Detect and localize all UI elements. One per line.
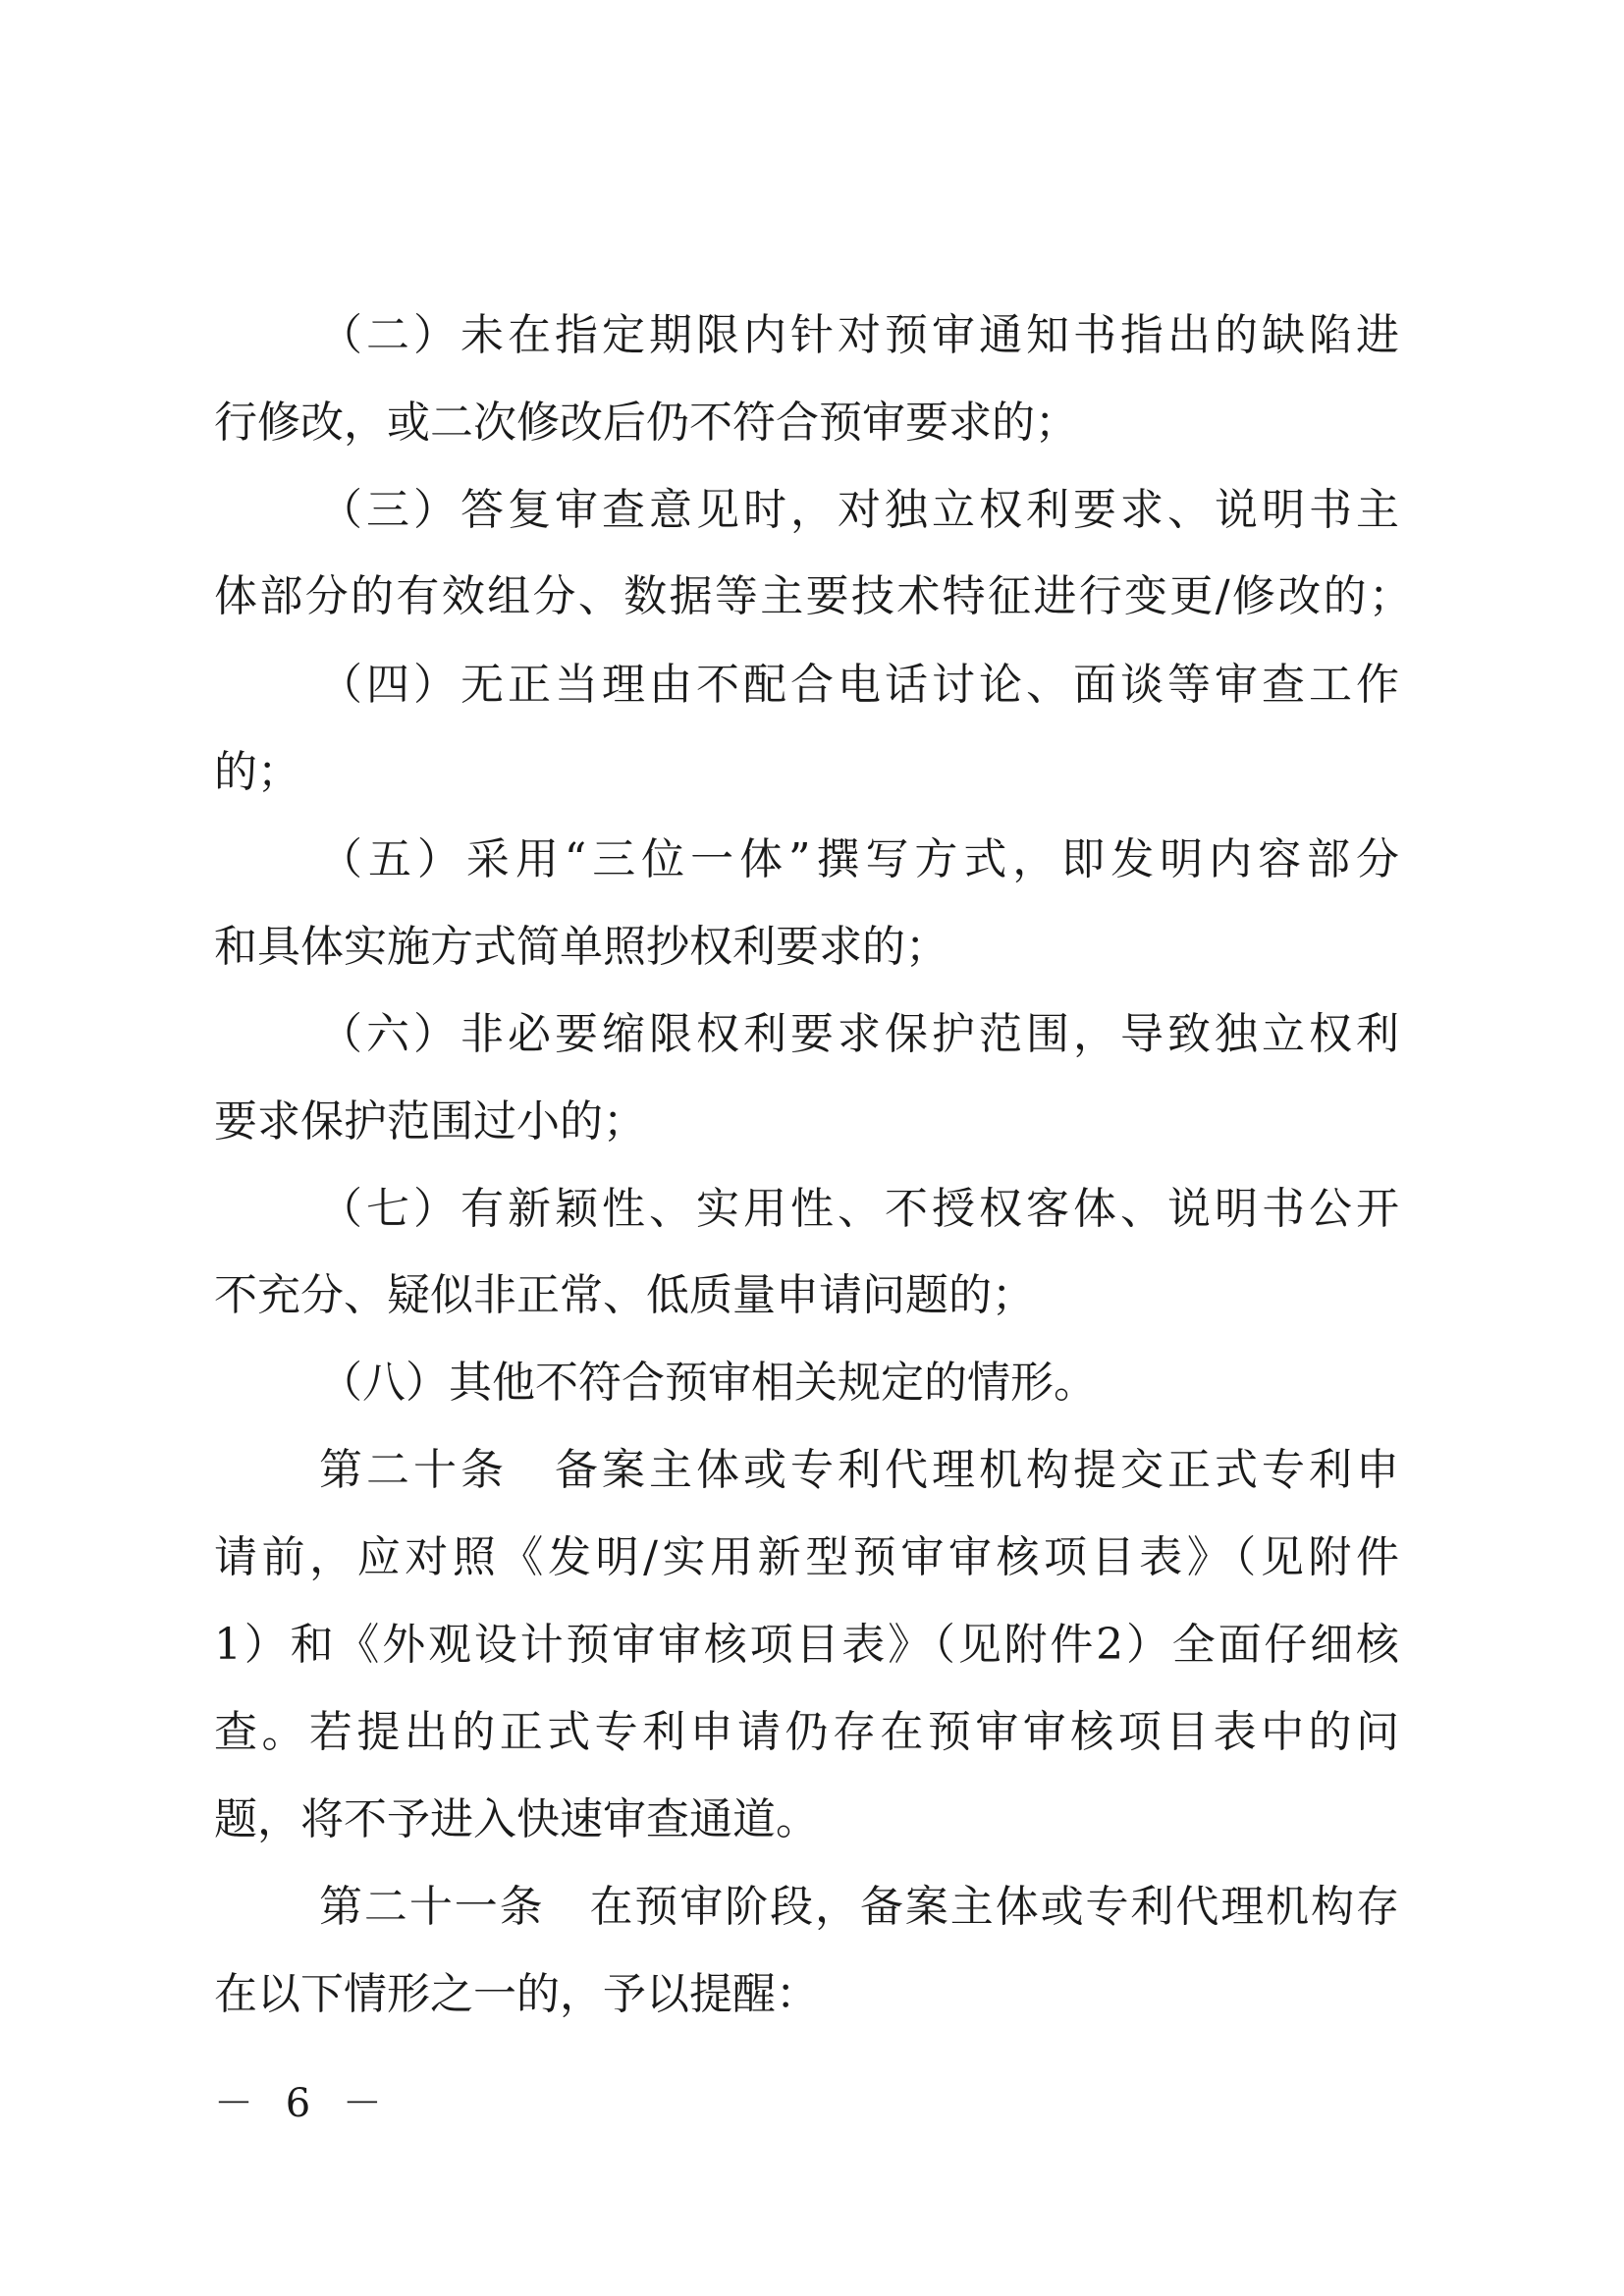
text-line: 要求保护范围过小的； xyxy=(214,1096,646,1147)
text-line: （七）有新颖性、实用性、不授权客体、说明书公开 xyxy=(319,1184,1399,1234)
text-line: 请前，应对照《发明/实用新型预审审核项目表》（见附件 xyxy=(214,1532,1399,1582)
text-line: （二）未在指定期限内针对预审通知书指出的缺陷进 xyxy=(319,310,1399,360)
text-line: 第二十一条 在预审阶段，备案主体或专利代理机构存 xyxy=(319,1882,1399,1932)
text-line: （四）无正当理由不配合电话讨论、面谈等审查工作 xyxy=(319,660,1399,710)
text-line: 查。若提出的正式专利申请仍存在预审审核项目表中的问 xyxy=(214,1707,1399,1757)
text-line: （八）其他不符合预审相关规定的情形。 xyxy=(319,1358,1097,1408)
text-line: （六）非必要缩限权利要求保护范围，导致独立权利 xyxy=(319,1009,1399,1059)
text-line: 在以下情形之一的，予以提醒： xyxy=(214,1969,819,2019)
text-line: 题，将不予进入快速审查通道。 xyxy=(214,1794,819,1844)
text-line: （三）答复审查意见时，对独立权利要求、说明书主 xyxy=(319,485,1399,535)
page-number: － 6 － xyxy=(214,2081,392,2126)
text-line: 和具体实施方式简单照抄权利要求的； xyxy=(214,922,948,972)
text-line: 不充分、疑似非正常、低质量申请问题的； xyxy=(214,1270,1035,1320)
text-line: 1）和《外观设计预审审核项目表》（见附件2）全面仔细核 xyxy=(214,1620,1399,1670)
text-line: 的； xyxy=(214,747,300,797)
text-line: 体部分的有效组分、数据等主要技术特征进行变更/修改的； xyxy=(214,571,1412,621)
text-line: 第二十条 备案主体或专利代理机构提交正式专利申 xyxy=(319,1445,1399,1495)
text-line: 行修改，或二次修改后仍不符合预审要求的； xyxy=(214,398,1078,448)
text-line: （五）采用“三位一体”撰写方式，即发明内容部分 xyxy=(319,834,1399,884)
